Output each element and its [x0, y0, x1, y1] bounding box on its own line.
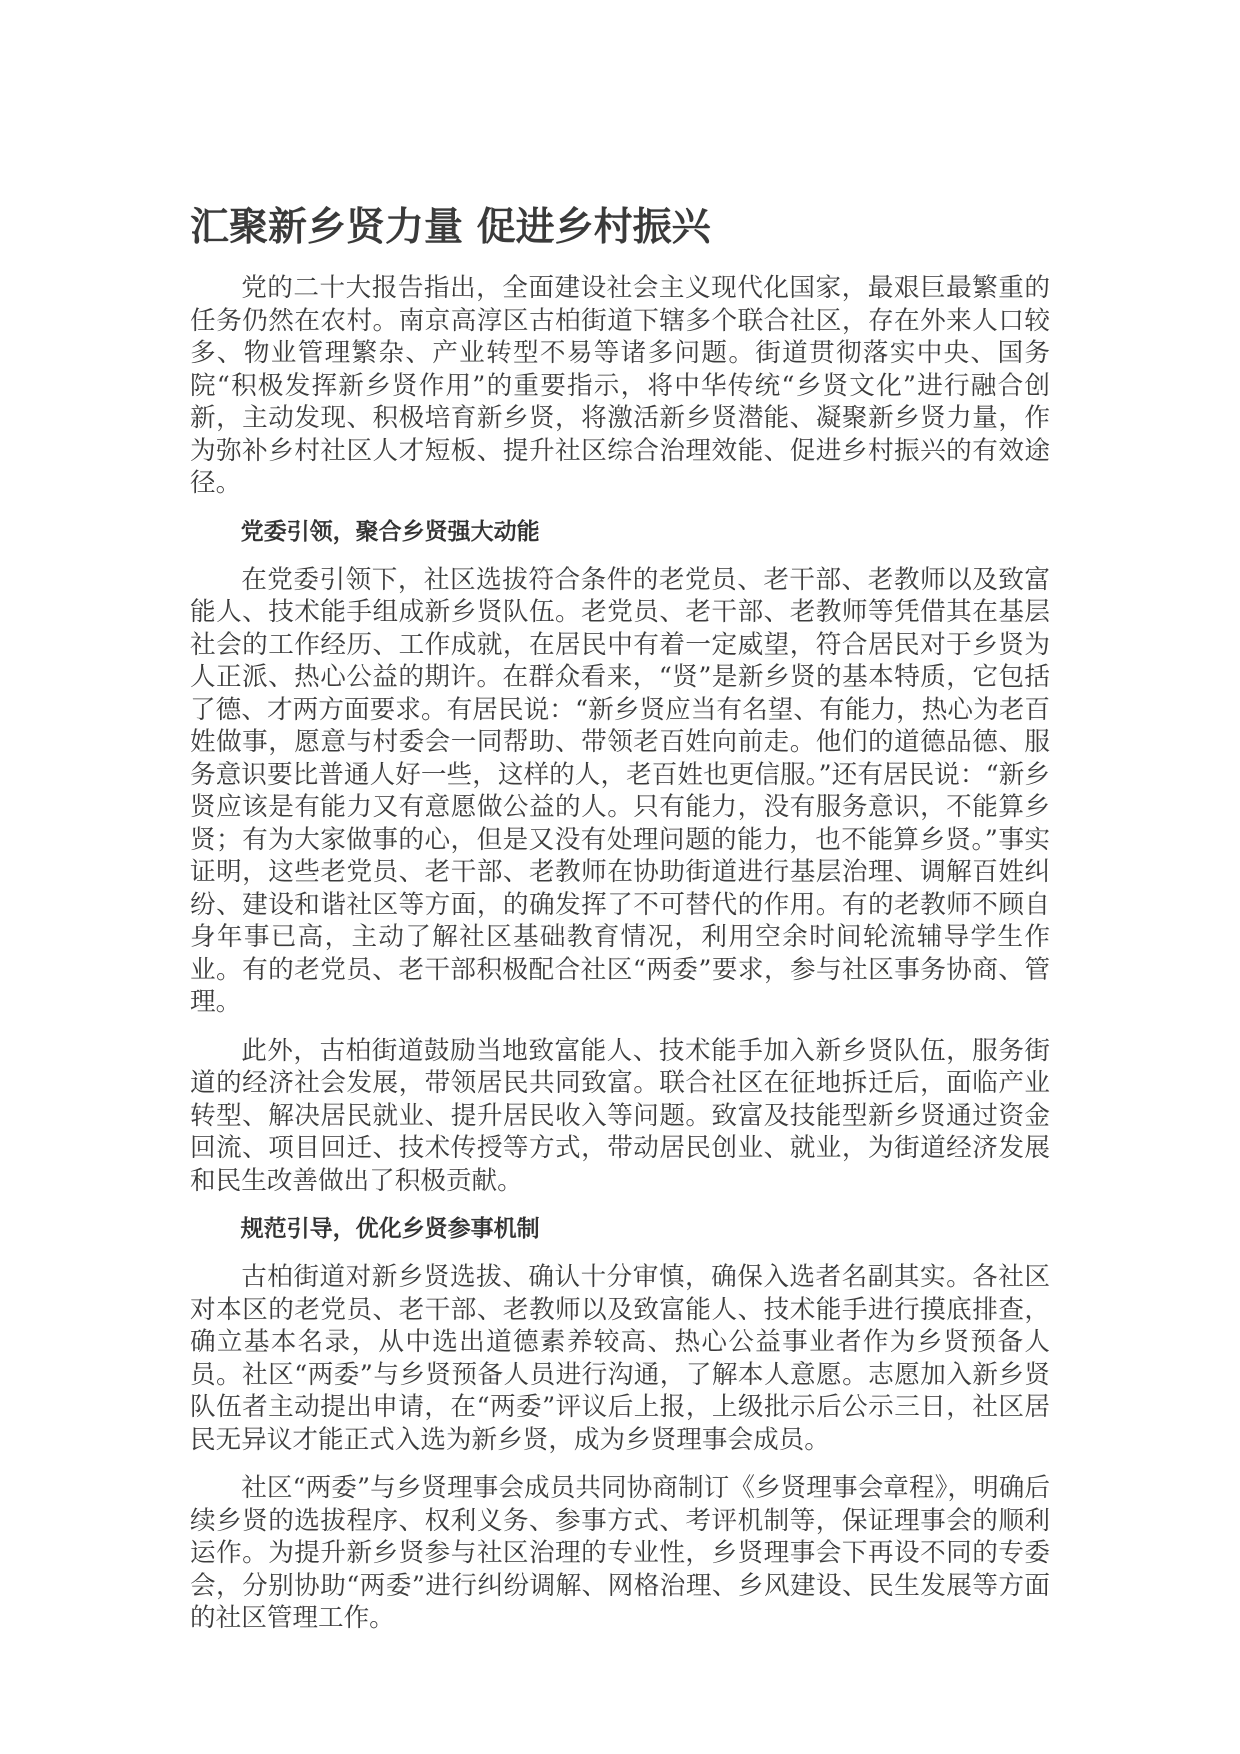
article-title: 汇聚新乡贤力量 促进乡村振兴	[190, 205, 711, 250]
paragraph: 在党委引领下，社区选拔符合条件的老党员、老干部、老教师以及致富能人、技术能手组成新乡贤队伍。老党员、老干部、老教师等凭借其在基层社会的工作经历、工作成就，在居民中有着一定威望，符合居民对于乡贤为人正派、热心公益的期许。在群众看来，“贤”是新乡贤的基本特质，它包括了德、才两方面要求。有居民说：“新乡贤应当有名望、有能力，热心为老百姓做事，愿意与村委会一同帮助、带领老百姓向前走。他们的道德品德、服务意识要比普通人好一些，这样的人，老百姓也更信服。”还有居民说：“新乡贤应该是有能力又有意愿做公益的人。只有能力，没有服务意识，不能算乡贤；有为大家做事的心，但是又没有处理问题的能力，也不能算乡贤。”事实证明，这些老党员、老干部、老教师在协助街道进行基层治理、调解百姓纠纷、建设和谐社区等方面，的确发挥了不可替代的作用。有的老教师不顾自身年事已高，主动了解社区基础教育情况，利用空余时间轮流辅导学生作业。有的老党员、老干部积极配合社区“两委”要求，参与社区事务协商、管理。	[190, 564, 1050, 1017]
section-heading-regulated-guidance: 规范引导，优化乡贤参事机制	[240, 1216, 540, 1242]
article	[190, 200, 1050, 1651]
paragraph: 社区“两委”与乡贤理事会成员共同协商制订《乡贤理事会章程》，明确后续乡贤的选拔程序、权利义务、参事方式、考评机制等，保证理事会的顺利运作。为提升新乡贤参与社区治理的专业性，乡贤理事会下再设不同的专委会，分别协助“两委”进行纠纷调解、网格治理、乡风建设、民生发展等方面的社区管理工作。	[190, 1473, 1050, 1633]
intro-paragraph: 党的二十大报告指出，全面建设社会主义现代化国家，最艰巨最繁重的任务仍然在农村。南京高淳区古柏街道下辖多个联合社区，存在外来人口较多、物业管理繁杂、产业转型不易等诸多问题。街道贯彻落实中央、国务院“积极发挥新乡贤作用”的重要指示，将中华传统“乡贤文化”进行融合创新，主动发现、积极培育新乡贤，将激活新乡贤潜能、凝聚新乡贤力量，作为弥补乡村社区人才短板、提升社区综合治理效能、促进乡村振兴的有效途径。	[190, 273, 1050, 498]
paragraph: 古柏街道对新乡贤选拔、确认十分审慎，确保入选者名副其实。各社区对本区的老党员、老干部、老教师以及致富能人、技术能手进行摸底排查，确立基本名录，从中选出道德素养较高、热心公益事业者作为乡贤预备人员。社区“两委”与乡贤预备人员进行沟通，了解本人意愿。志愿加入新乡贤队伍者主动提出申请，在“两委”评议后上报，上级批示后公示三日，社区居民无异议才能正式入选为新乡贤，成为乡贤理事会成员。	[190, 1262, 1050, 1455]
paragraph: 此外，古柏街道鼓励当地致富能人、技术能手加入新乡贤队伍，服务街道的经济社会发展，带领居民共同致富。联合社区在征地拆迁后，面临产业转型、解决居民就业、提升居民收入等问题。致富及技能型新乡贤通过资金回流、项目回迁、技术传授等方式，带动居民创业、就业，为街道经济发展和民生改善做出了积极贡献。	[190, 1035, 1050, 1196]
section-heading-party-leadership: 党委引领，聚合乡贤强大动能	[240, 518, 540, 545]
